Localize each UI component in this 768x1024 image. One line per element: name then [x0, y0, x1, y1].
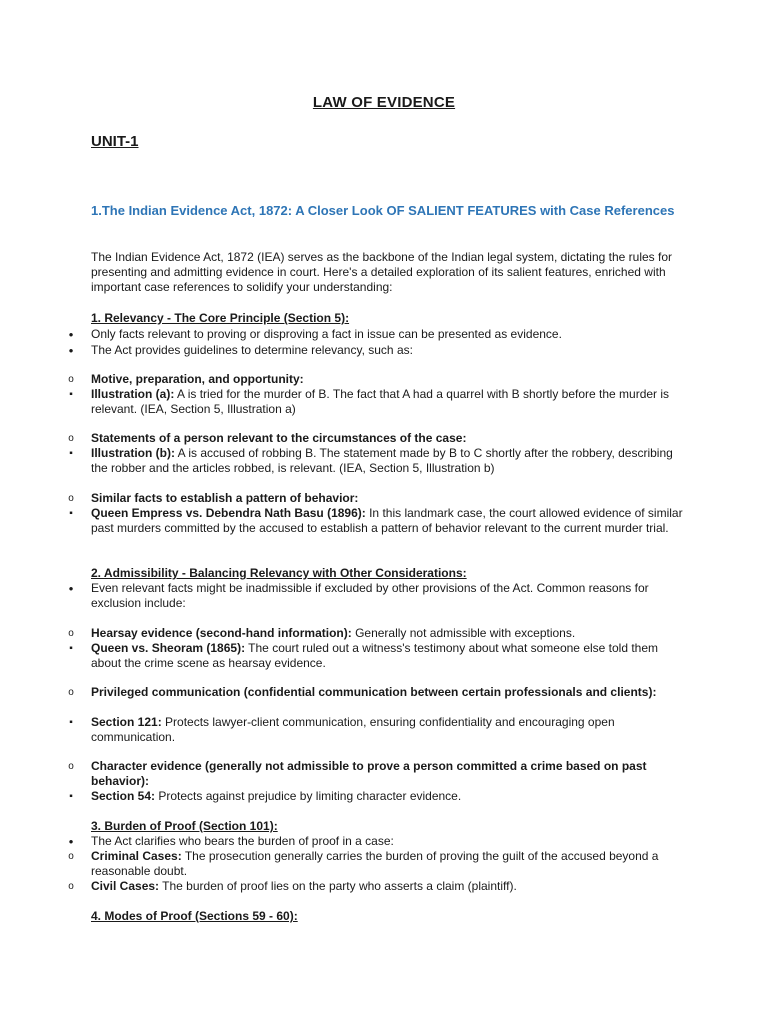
square-bullet-icon [66, 641, 76, 656]
sub-item: o Statements of a person relevant to the circumstances of the case: [91, 431, 691, 446]
unit-heading: UNIT-1 [91, 133, 139, 150]
sub-item: o Civil Cases: The burden of proof lies on the party who asserts a claim (plaintiff). [91, 879, 691, 894]
sub-item: o Motive, preparation, and opportunity: [91, 372, 691, 387]
document-title: LAW OF EVIDENCE [312, 94, 456, 111]
section-heading: 1.The Indian Evidence Act, 1872: A Closer Look OF SALIENT FEATURES with Case References [91, 203, 675, 218]
square-bullet-icon [66, 715, 76, 730]
intro-paragraph: The Indian Evidence Act, 1872 (IEA) serves as the backbone of the Indian legal system, dictating the rules for presenting and admitting evidence in court. Here's a detailed exploration of its salient features, enriched with important case references to solidify your understanding: [91, 250, 672, 294]
section-3-title: 3. Burden of Proof (Section 101): [91, 819, 278, 833]
section-item: ▪ Section 121: Protects lawyer-client communication, ensuring confidentiality and encouraging open communication. [91, 715, 691, 745]
bullet-icon [66, 581, 76, 598]
bullet-icon [66, 327, 76, 344]
section-4-title: 4. Modes of Proof (Sections 59 - 60): [91, 909, 298, 923]
sub-item: o Criminal Cases: The prosecution generally carries the burden of proving the guilt of the accused beyond a reasonable doubt. [91, 849, 691, 879]
square-bullet-icon [66, 506, 76, 521]
case-item: ▪ Queen Empress vs. Debendra Nath Basu (1896): In this landmark case, the court allowed evidence of similar past murders committed by the accused to establish a pattern of behavior relevant to the current murder trial. [91, 506, 691, 536]
square-bullet-icon [66, 446, 76, 461]
bullet-icon [66, 343, 76, 360]
sub-item: o Character evidence (generally not admissible to prove a person committed a crime based on past behavior): [91, 759, 691, 789]
circle-bullet-icon [66, 491, 76, 506]
illustration-item: ▪ Illustration (b): A is accused of robbing B. The statement made by B to C shortly after the robbery, describing the robber and the articles robbed, is relevant. (IEA, Section 5, Illustration b) [91, 446, 691, 476]
circle-bullet-icon [66, 759, 76, 774]
section-2-title: 2. Admissibility - Balancing Relevancy with Other Considerations: [91, 566, 467, 580]
sub-item: o Similar facts to establish a pattern of behavior: [91, 491, 691, 506]
bullet-item: • Only facts relevant to proving or disproving a fact in issue can be presented as evidence. [91, 327, 691, 342]
case-item: ▪ Queen vs. Sheoram (1865): The court ruled out a witness's testimony about what someone else told them about the crime scene as hearsay evidence. [91, 641, 691, 671]
square-bullet-icon [66, 789, 76, 804]
bullet-item: • The Act provides guidelines to determine relevancy, such as: [91, 343, 691, 358]
circle-bullet-icon [66, 879, 76, 894]
circle-bullet-icon [66, 372, 76, 387]
bullet-item: • The Act clarifies who bears the burden of proof in a case: [91, 834, 691, 849]
section-1-title: 1. Relevancy - The Core Principle (Section 5): [91, 311, 350, 325]
bullet-item: • Even relevant facts might be inadmissible if excluded by other provisions of the Act. Common reasons for exclusion include: [91, 581, 691, 611]
circle-bullet-icon [66, 685, 76, 700]
sub-item: o Privileged communication (confidential communication between certain professionals and clients): [91, 685, 691, 700]
square-bullet-icon [66, 387, 76, 402]
circle-bullet-icon [66, 626, 76, 641]
illustration-item: ▪ Illustration (a): A is tried for the murder of B. The fact that A had a quarrel with B shortly before the murder is relevant. (IEA, Section 5, Illustration a) [91, 387, 691, 417]
sub-item: o Hearsay evidence (second-hand information): Generally not admissible with exceptions. [91, 626, 691, 641]
section-item: ▪ Section 54: Protects against prejudice by limiting character evidence. [91, 789, 691, 804]
circle-bullet-icon [66, 849, 76, 864]
circle-bullet-icon [66, 431, 76, 446]
